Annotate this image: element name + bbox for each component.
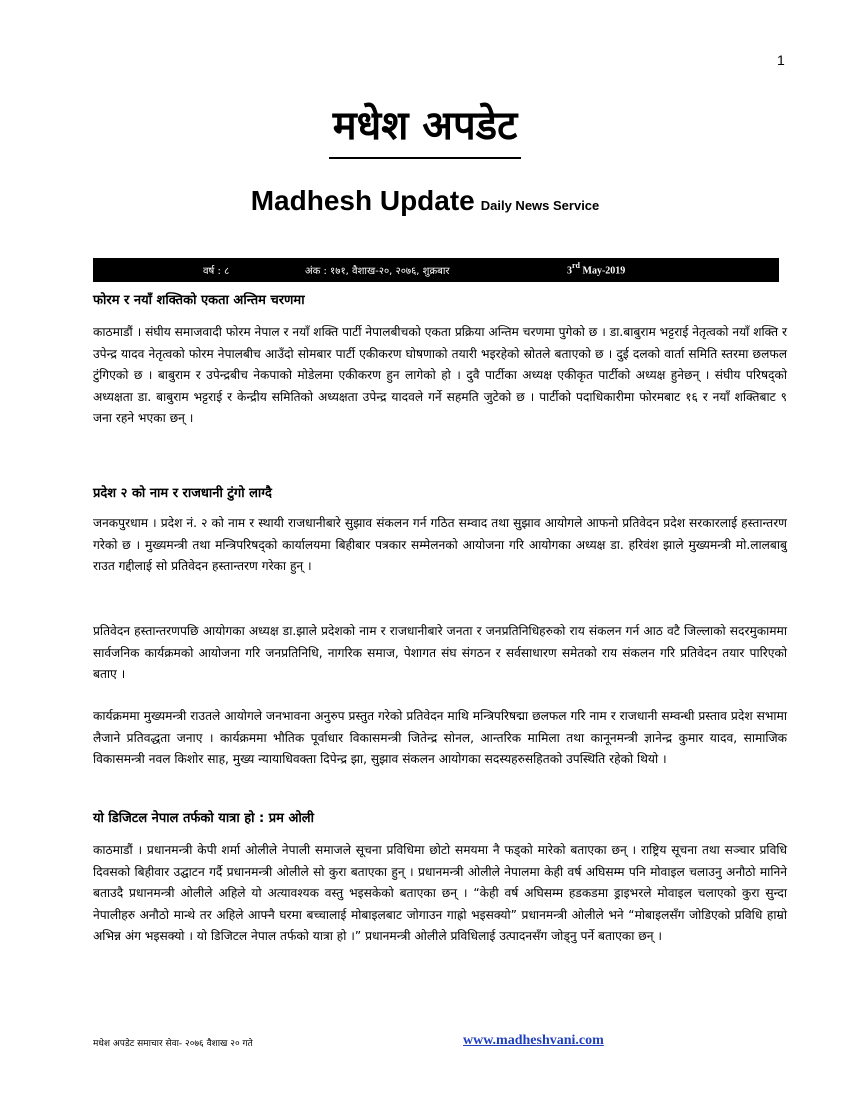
article-2-paragraph-1: जनकपुरधाम । प्रदेश नं. २ को नाम र स्थायी राजधानीबारे सुझाव संकलन गर्न गठित सम्वाद तथा सुझाव आयोगले आफनो प्रतिवेदन प्रदेश सरकारलाई हस्तान्तरण गरेको छ । मुख्यमन्त्री तथा मन्त्रिपरिषद्को कार्यालयमा बिहीबार पत्रकार सम्मेलनको आयोजना गरि आयोगका अध्यक्ष डा. हरिवंश झाले मुख्यमन्त्री मो.लालबाबु राउत गद्दीलाई सो प्रतिवेदन हस्तान्तरण गरेका हुन् ।: [93, 516, 787, 573]
masthead-nepali-title: मधेश अपडेट: [329, 96, 522, 159]
article-2-paragraph-3: कार्यक्रममा मुख्यमन्त्री राउतले आयोगले जनभावना अनुरुप प्रस्तुत गरेको प्रतिवेदन माथि मन्त्रिपरिषद्मा छलफल गरि नाम र राजधानी सम्वन्धी प्रस्ताव प्रदेश सभामा लैजाने प्रतिवद्धता जनाए । कार्यक्रममा भौतिक पूर्वाधार विकासमन्त्री जितेन्द्र सोनल, आन्तरिक मामिला तथा कानूनमन्त्री ज्ञानेन्द्र कुमार यादव, सामाजिक विकासमन्त्री नवल किशोर साह, मुख्य न्यायाधिवक्ता दिपेन्द्र झा, सुझाव संकलन आयोगका सदस्यहरुसहितको उपस्थिति रहेको थियो ।: [93, 709, 787, 766]
article-1-paragraph-1: काठमाडौं । संघीय समाजवादी फोरम नेपाल र नयाँ शक्ति पार्टी नेपालबीचको एकता प्रक्रिया अन्तिम चरणमा पुगेको छ । डा.बाबुराम भट्टराई नेतृत्वको नयाँ शक्ति र उपेन्द्र यादव नेतृत्वको फोरम नेपालबीच आउँदो सोमबार पार्टी एकीकरण घोषणाको तयारी भइरहेको स्रोतले बताएको छ । दुई दलको वार्ता समिति स्तरमा छलफल टुंगिएको छ । बाबुराम र उपेन्द्रबीच नेकपाको मोडेलमा एकीकरण हुन लागेको हो । दुवै पार्टीका अध्यक्ष एकीकृत पार्टीको अध्यक्ष हुनेछन् । संघीय परिषद्को अध्यक्षता डा. बाबुराम भट्टराई र केन्द्रीय समितिको अध्यक्षता उपेन्द्र यादवले गर्ने सहमति जुटेको छ । पार्टीको पदाधिकारीमा फोरमबाट १६ र नयाँ शक्तिबाट ९ जना रहने भएका छन् ।: [93, 325, 787, 425]
masthead-english: [0, 185, 850, 217]
masthead-subtitle: Daily News Service: [480, 198, 600, 213]
banner-date-rest: May-2019: [580, 265, 626, 277]
masthead-english-title: Madhesh Update: [250, 185, 475, 216]
masthead-nepali: [0, 96, 850, 159]
article-3-headline: यो डिजिटल नेपाल तर्फको यात्रा हो : प्रम ओली: [93, 811, 314, 826]
banner-date-suffix: rd: [572, 261, 580, 270]
banner-date: [567, 261, 625, 277]
banner-issue: अंक : १७१, वैशाख-२०, २०७६, शुक्रबार: [305, 266, 450, 277]
banner-year: वर्ष : ८: [203, 266, 230, 277]
banner-date-day: 3: [567, 265, 572, 277]
article-2-paragraph-2: प्रतिवेदन हस्तान्तरणपछि आयोगका अध्यक्ष डा.झाले प्रदेशको नाम र राजधानीबारे जनता र जनप्रतिनिधिहरुको राय संकलन गर्न आठ वटै जिल्लाको सदरमुकाममा सार्वजनिक कार्यक्रमको आयोजना गरि जनप्रतिनिधि, नागरिक समाज, पेशागत संघ संगठन र सर्वसाधारण समेतको राय संकलन गरि प्रतिवेदन तयार पारिएको बताए ।: [93, 624, 787, 681]
footer-service-text: मधेश अपडेट समाचार सेवा- २०७६ वैशाख २० गते: [93, 1039, 253, 1049]
page-number: 1: [777, 52, 785, 68]
article-2-headline: प्रदेश २ को नाम र राजधानी टुंगो लाग्दै: [93, 486, 272, 501]
footer-website-link[interactable]: www.madheshvani.com: [463, 1033, 604, 1048]
article-3-paragraph-1: काठमाडौं । प्रधानमन्त्री केपी शर्मा ओलीले नेपाली समाजले सूचना प्रविधिमा छोटो समयमा नै फड्को मारेको बताएका छन् । राष्ट्रिय सूचना तथा सञ्चार प्रविधि दिवसको बिहीवार उद्घाटन गर्दै प्रधानमन्त्री ओलीले सो कुरा बताएका हुन् । प्रधानमन्त्री ओलीले नेपालमा केही वर्ष अघिसम्म पनि मोवाइल चलाउनु अनौठो मानिने बताउदै प्रधानमन्त्री ओलीले अहिले यो अत्यावश्यक वस्तु भइसकेको बताएका छन् । “केही वर्ष अघिसम्म हडकडमा ड्राइभरले मोवाइल चलाएको कुरा सुन्दा नेपालीहरु अनौठो मान्थे तर अहिले आफ्नै घरमा बच्चालाई मोबाइलबाट जोगाउन गाह्रो भइसक्यो” प्रधानमन्त्री ओलीले भने “मोबाइलसँग जोडिएको प्रविधि हाम्रो अभिन्न अंग भइसक्यो । यो डिजिटल नेपाल तर्फको यात्रा हो ।” प्रधानमन्त्री ओलीले प्रविधिलाई उत्पादनसँग जोड्नु पर्ने बताएका छन् ।: [93, 843, 787, 943]
issue-banner: [93, 258, 779, 282]
article-1-headline: फोरम र नयाँ शक्तिको एकता अन्तिम चरणमा: [93, 293, 305, 308]
